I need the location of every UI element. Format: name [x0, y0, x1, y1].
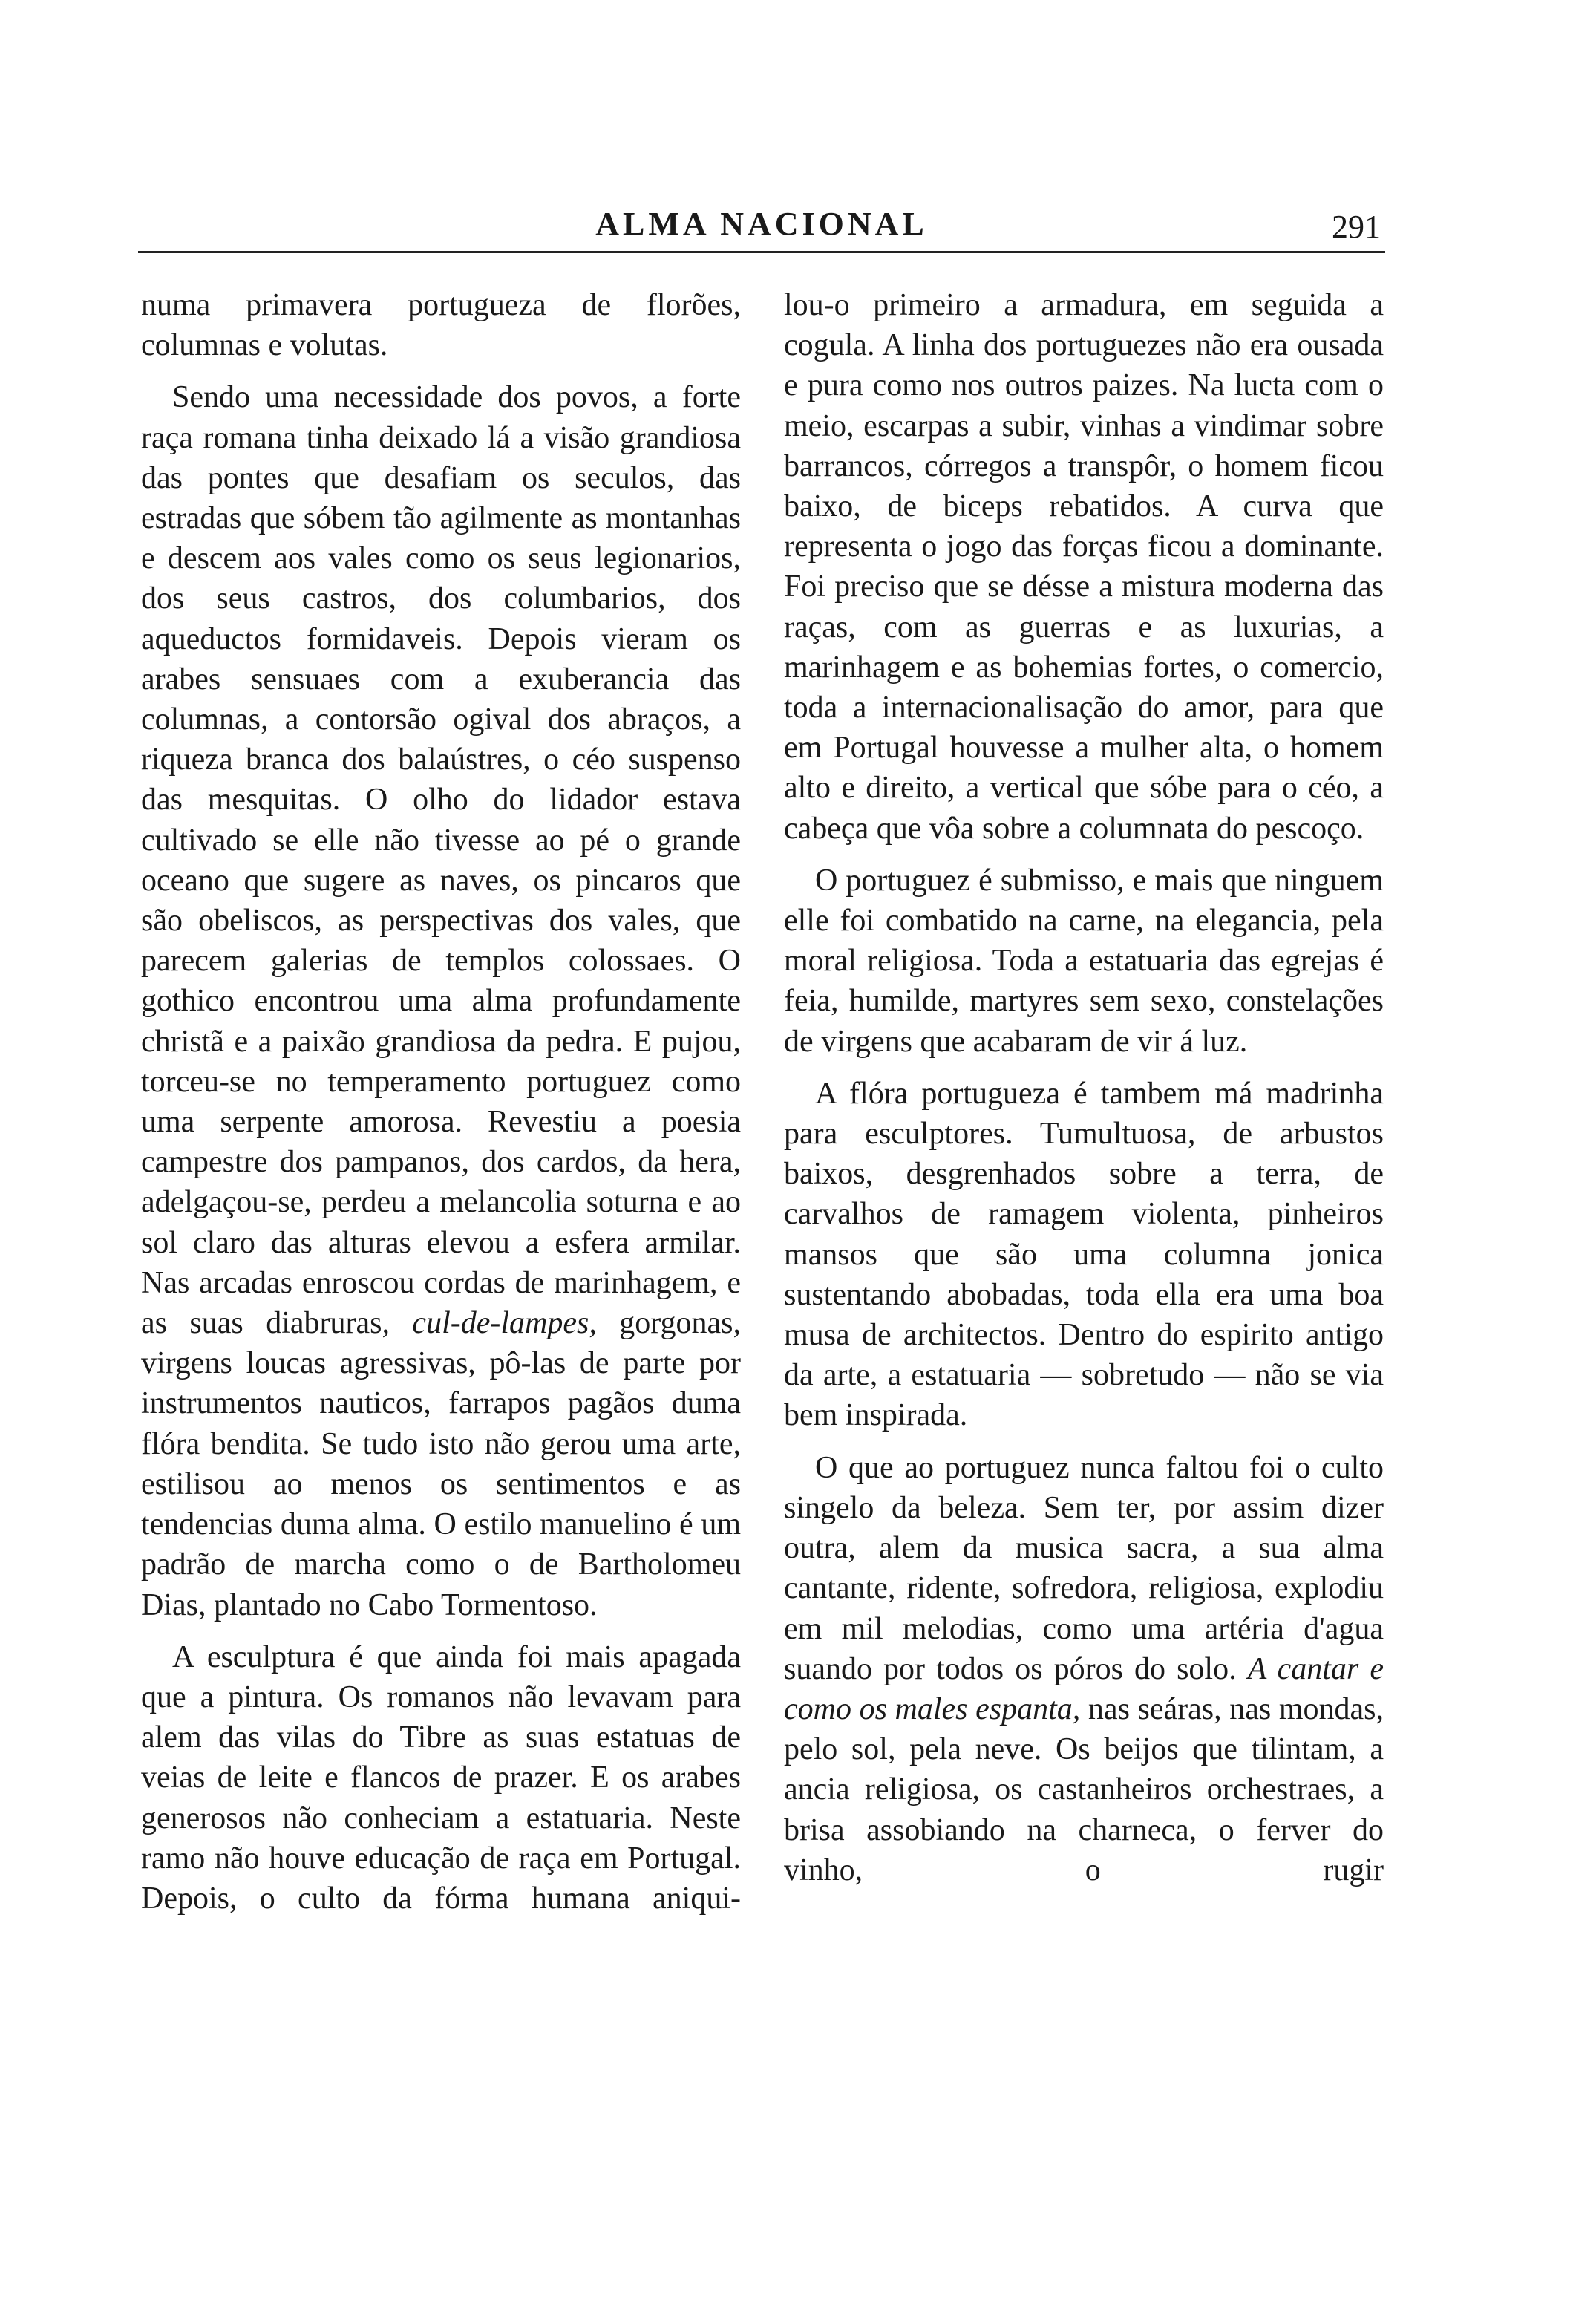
- paragraph: [141, 377, 741, 1625]
- text-run: O portuguez é submisso, e mais que ninguem elle foi combatido na carne, na elegancia, pela moral religiosa. Toda a estatuaria das egrejas é feia, humilde, martyres sem sexo, constelações de virgens que acabaram de vir á luz.: [784, 863, 1384, 1059]
- running-header: [138, 192, 1385, 253]
- text-run: nas seáras, nas mondas, pelo sol, pela neve. Os beijos que tilintam, a ancia religiosa, os castanheiros orchestraes, a brisa assobiando na charneca, o ferver do vinho, o rugir: [784, 1691, 1384, 1887]
- italic-phrase: cul-de-lampes,: [412, 1306, 597, 1341]
- paragraph: [141, 1637, 741, 1919]
- running-title: ALMA NACIONAL: [595, 206, 928, 242]
- text-run: A flóra portugueza é tambem má madrinha para esculptores. Tumultuosa, de arbustos baixos, desgrenhados sobre a terra, de carvalhos de ramagem violenta, pinheiros mansos que são uma columna jonica sustentando abobadas, toda ella era uma boa musa de architectos. Dentro do espirito antigo da arte, a estatuaria — sobretudo — não se via bem inspirada.: [784, 1076, 1384, 1433]
- text-run: lou-o primeiro a armadura, em seguida a cogula. A linha dos portuguezes não era ousada e pura como nos outros paizes. Na lucta com o meio, escarpas a subir, vinhas a vindimar sobre barrancos, córregos a transpôr, o homem ficou baixo, de biceps rebatidos. A curva que representa o jogo das forças ficou a dominante. Foi preciso que se désse a mistura moderna das raças, com as guerras e as luxurias, a marinhagem e as bohemias fortes, o comercio, toda a internacionalisação do amor, para que em Portugal houvesse a mulher alta, o homem alto e direito, a vertical que sóbe para o céo, a cabeça que vôa sobre a columnata do pescoço.: [784, 288, 1384, 846]
- text-run: A esculptura é que ainda foi mais apagada que a pintura. Os romanos não levavam para alem das vilas do Tibre as suas estatuas de veias de leite e flancos de prazer. E os arabes generosos não conheciam a estatuaria. Neste ramo não houve educação de raça em Portugal. Depois, o culto da fórma humana aniqui-: [141, 1639, 741, 1916]
- text-run: gorgonas, virgens loucas agressivas, pô-las de parte por instrumentos nauticos, farrapos pagãos duma flóra bendita. Se tudo isto não gerou uma arte, estilisou ao menos os sentimentos e as tendencias duma alma. O estilo manuelino é um padrão de marcha como o de Bartholomeu Dias, plantado no Cabo Tormentoso.: [141, 1306, 741, 1622]
- paragraph: [784, 861, 1384, 1062]
- text-run: O que ao portuguez nunca faltou foi o culto singelo da beleza. Sem ter, por assim dizer outra, alem da musica sacra, a sua alma cantante, ridente, sofredora, religiosa, explodiu em mil melodias, como uma artéria d'agua suando por todos os póros do solo.: [784, 1450, 1384, 1686]
- right-column: [784, 285, 1384, 1890]
- left-column: [141, 285, 741, 1919]
- paragraph: [784, 1448, 1384, 1890]
- paragraph: [784, 285, 1384, 849]
- text-run: numa primavera portugueza de florões, columnas e volutas.: [141, 288, 741, 363]
- page-number: 291: [1332, 209, 1381, 245]
- text-run: Sendo uma necessidade dos povos, a forte raça romana tinha deixado lá a visão grandiosa das pontes que desafiam os seculos, das estradas que sóbem tão agilmente as montanhas e descem aos vales como os seus legionarios, dos seus castros, dos columbarios, dos aqueductos formidaveis. Depois vieram os arabes sensuaes com a exuberancia das columnas, a contorsão ogival dos abraços, a riqueza branca dos balaústres, o céo suspenso das mesquitas. O olho do lidador estava cultivado se elle não tivesse ao pé o grande oceano que sugere as naves, os pincaros que são obeliscos, as perspectivas dos vales, que parecem galerias de templos colossaes. O gothico encontrou uma alma profundamente christã e a paixão grandiosa da pedra. E pujou, torceu-se no temperamento portuguez como uma serpente amorosa. Revestiu a poesia campestre dos pampanos, dos cardos, da hera, adelgaçou-se, perdeu a melancolia soturna e ao sol claro das alturas elevou a esfera armilar. Nas arcadas enroscou cordas de marinhagem, e as suas diabruras,: [141, 380, 741, 1341]
- italic-phrase: A cantar e como os males espanta,: [784, 1651, 1384, 1726]
- paragraph: [141, 285, 741, 365]
- paragraph: [784, 1074, 1384, 1436]
